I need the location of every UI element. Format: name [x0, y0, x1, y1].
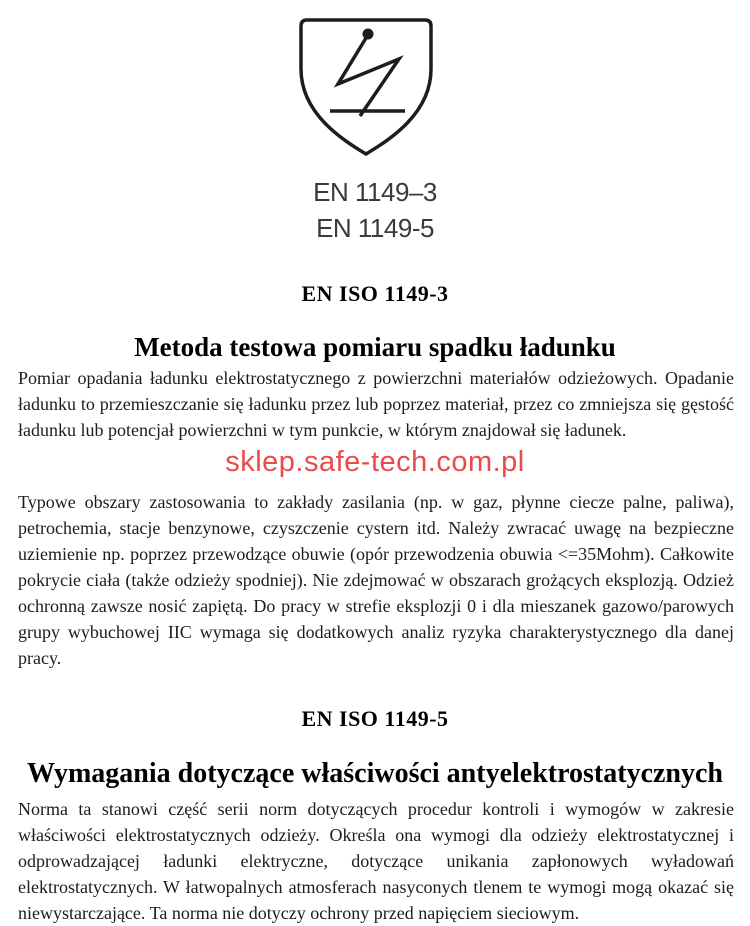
section2-title-heading: Wymagania dotyczące właściwości antyelektrostatycznych	[27, 758, 723, 789]
pictogram-label-en1149-5: EN 1149-5	[316, 213, 434, 243]
section1-paragraph-1: Pomiar opadania ładunku elektrostatycznego z powierzchni materiałów odzieżowych. Opadanie ładunku to przemieszczanie się ładunku przez lub poprzez materiał, przez co zmniejsza się gęstość ładunku lub potencjał powierzchni w tym punkcie, w którym znajdował się ładunek.	[18, 368, 734, 440]
pictogram-label-en1149-3: EN 1149–3	[313, 177, 437, 207]
lightning-bolt	[338, 38, 399, 116]
pictogram-block	[0, 0, 750, 246]
section1-paragraph-2: Typowe obszary zastosowania to zakłady zasilania (np. w gaz, płynne ciecze palne, paliwa), petrochemia, stacje benzynowe, czyszczenie cystern itd. Należy zwracać uwagę na bezpieczne uziemienie np. poprzez przewodzące obuwie (opór przewodzenia obuwia <=35Mohm). Całkowite pokrycie ciała (także odzieży spodniej). Nie zdejmować w obszarach grożących eksplozją. Odzież ochronną zawsze nosić zapiętą. Do pracy w strefie eksplozji 0 i dla mieszanek gazowo/parowych grupy wybuchowej IIC wymaga się dodatkowych analiz ryzyka charakterystycznego dla danej pracy.	[18, 492, 734, 668]
section1-standard-heading: EN ISO 1149-3	[301, 281, 449, 306]
watermark-text: sklep.safe-tech.com.pl	[225, 446, 525, 478]
section1-title-heading: Metoda testowa pomiaru spadku ładunku	[134, 332, 616, 362]
section2-paragraph-1: Norma ta stanowi część serii norm dotyczących procedur kontroli i wymogów w zakresie właściwości elektrostatycznych odzieży. Określa ona wymogi dla odzieży elektrostatycznej i odprowadzającej ładunki elektryczne, dotyczące unikania zapłonowych wyładowań elektrostatycznych. W łatwopalnych atmosferach nasyconych tlenem te wymogi mogą okazać się niewystarczające. Ta norma nie dotyczy ochrony przed napięciem sieciowym.	[18, 799, 734, 923]
section2-standard-heading: EN ISO 1149-5	[301, 706, 449, 731]
en1149-electrostatic-shield-icon	[299, 17, 433, 157]
